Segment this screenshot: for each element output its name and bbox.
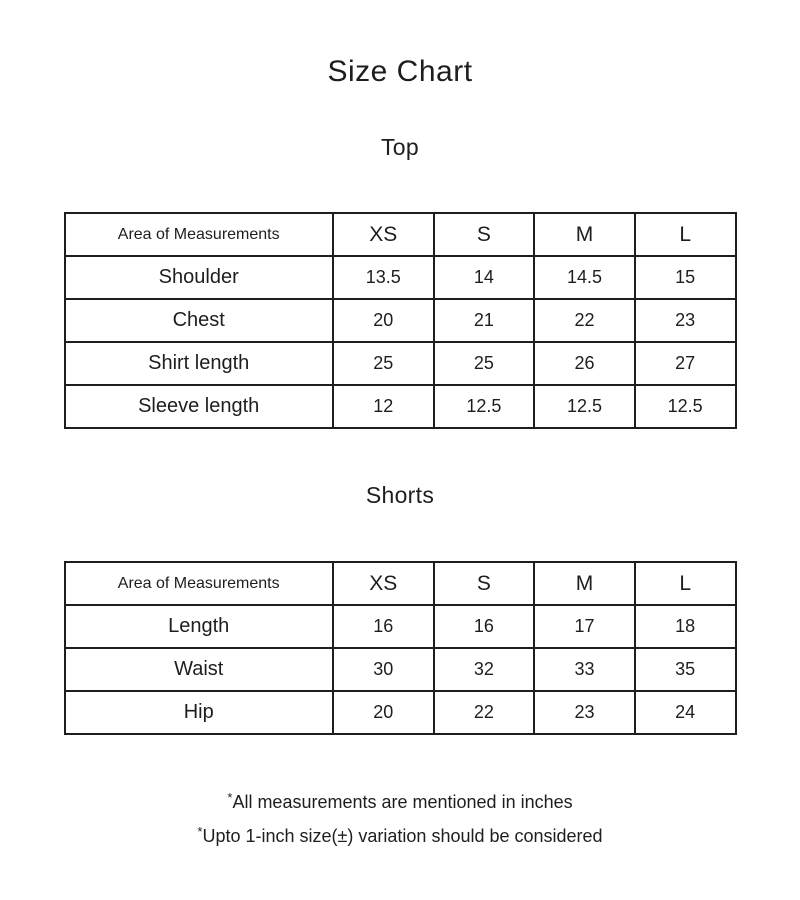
table-row-sleeve-length	[65, 385, 736, 428]
row-label-cell: Shoulder	[65, 256, 333, 299]
value-cell: 12.5	[534, 385, 635, 428]
section-title-shorts: Shorts	[365, 482, 435, 508]
size-table-shorts	[64, 561, 737, 735]
section-title-top: Top	[381, 134, 419, 160]
value-cell: 26	[534, 342, 635, 385]
value-cell: 25	[434, 342, 535, 385]
table-row-shoulder	[65, 256, 736, 299]
header-cell-l: L	[635, 562, 736, 605]
row-label-cell: Sleeve length	[65, 385, 333, 428]
value-cell: 15	[635, 256, 736, 299]
value-cell: 22	[534, 299, 635, 342]
header-cell-m: M	[534, 213, 635, 256]
value-cell: 13.5	[333, 256, 434, 299]
page-title: Size Chart	[327, 55, 473, 88]
value-cell: 12.5	[635, 385, 736, 428]
size-table-top	[64, 212, 737, 429]
header-cell-s: S	[434, 213, 535, 256]
table-row-length	[65, 605, 736, 648]
header-cell-l: L	[635, 213, 736, 256]
value-cell: 24	[635, 691, 736, 734]
header-cell-area: Area of Measurements	[65, 562, 333, 605]
table-row-shirt-length	[65, 342, 736, 385]
footnotes	[0, 783, 800, 851]
value-cell: 25	[333, 342, 434, 385]
table-row-chest	[65, 299, 736, 342]
footnote-text: Upto 1-inch size(±) variation should be considered	[202, 826, 603, 846]
table-row-hip	[65, 691, 736, 734]
footnote-text: All measurements are mentioned in inches	[232, 792, 573, 812]
table-header-row	[65, 213, 736, 256]
value-cell: 12.5	[434, 385, 535, 428]
header-cell-area: Area of Measurements	[65, 213, 333, 256]
value-cell: 16	[434, 605, 535, 648]
value-cell: 33	[534, 648, 635, 691]
footnote-inches	[0, 783, 800, 817]
row-label-cell: Shirt length	[65, 342, 333, 385]
row-label-cell: Length	[65, 605, 333, 648]
value-cell: 16	[333, 605, 434, 648]
value-cell: 12	[333, 385, 434, 428]
value-cell: 20	[333, 299, 434, 342]
header-cell-m: M	[534, 562, 635, 605]
value-cell: 35	[635, 648, 736, 691]
value-cell: 14.5	[534, 256, 635, 299]
row-label-cell: Waist	[65, 648, 333, 691]
value-cell: 17	[534, 605, 635, 648]
value-cell: 21	[434, 299, 535, 342]
value-cell: 22	[434, 691, 535, 734]
value-cell: 32	[434, 648, 535, 691]
asterisk-marker: *	[227, 790, 233, 805]
table-header-row	[65, 562, 736, 605]
header-cell-xs: XS	[333, 562, 434, 605]
value-cell: 27	[635, 342, 736, 385]
value-cell: 30	[333, 648, 434, 691]
table-row-waist	[65, 648, 736, 691]
asterisk-marker: *	[197, 824, 203, 839]
row-label-cell: Chest	[65, 299, 333, 342]
value-cell: 18	[635, 605, 736, 648]
header-cell-s: S	[434, 562, 535, 605]
header-cell-xs: XS	[333, 213, 434, 256]
value-cell: 20	[333, 691, 434, 734]
value-cell: 14	[434, 256, 535, 299]
value-cell: 23	[534, 691, 635, 734]
value-cell: 23	[635, 299, 736, 342]
footnote-variation	[0, 817, 800, 851]
row-label-cell: Hip	[65, 691, 333, 734]
